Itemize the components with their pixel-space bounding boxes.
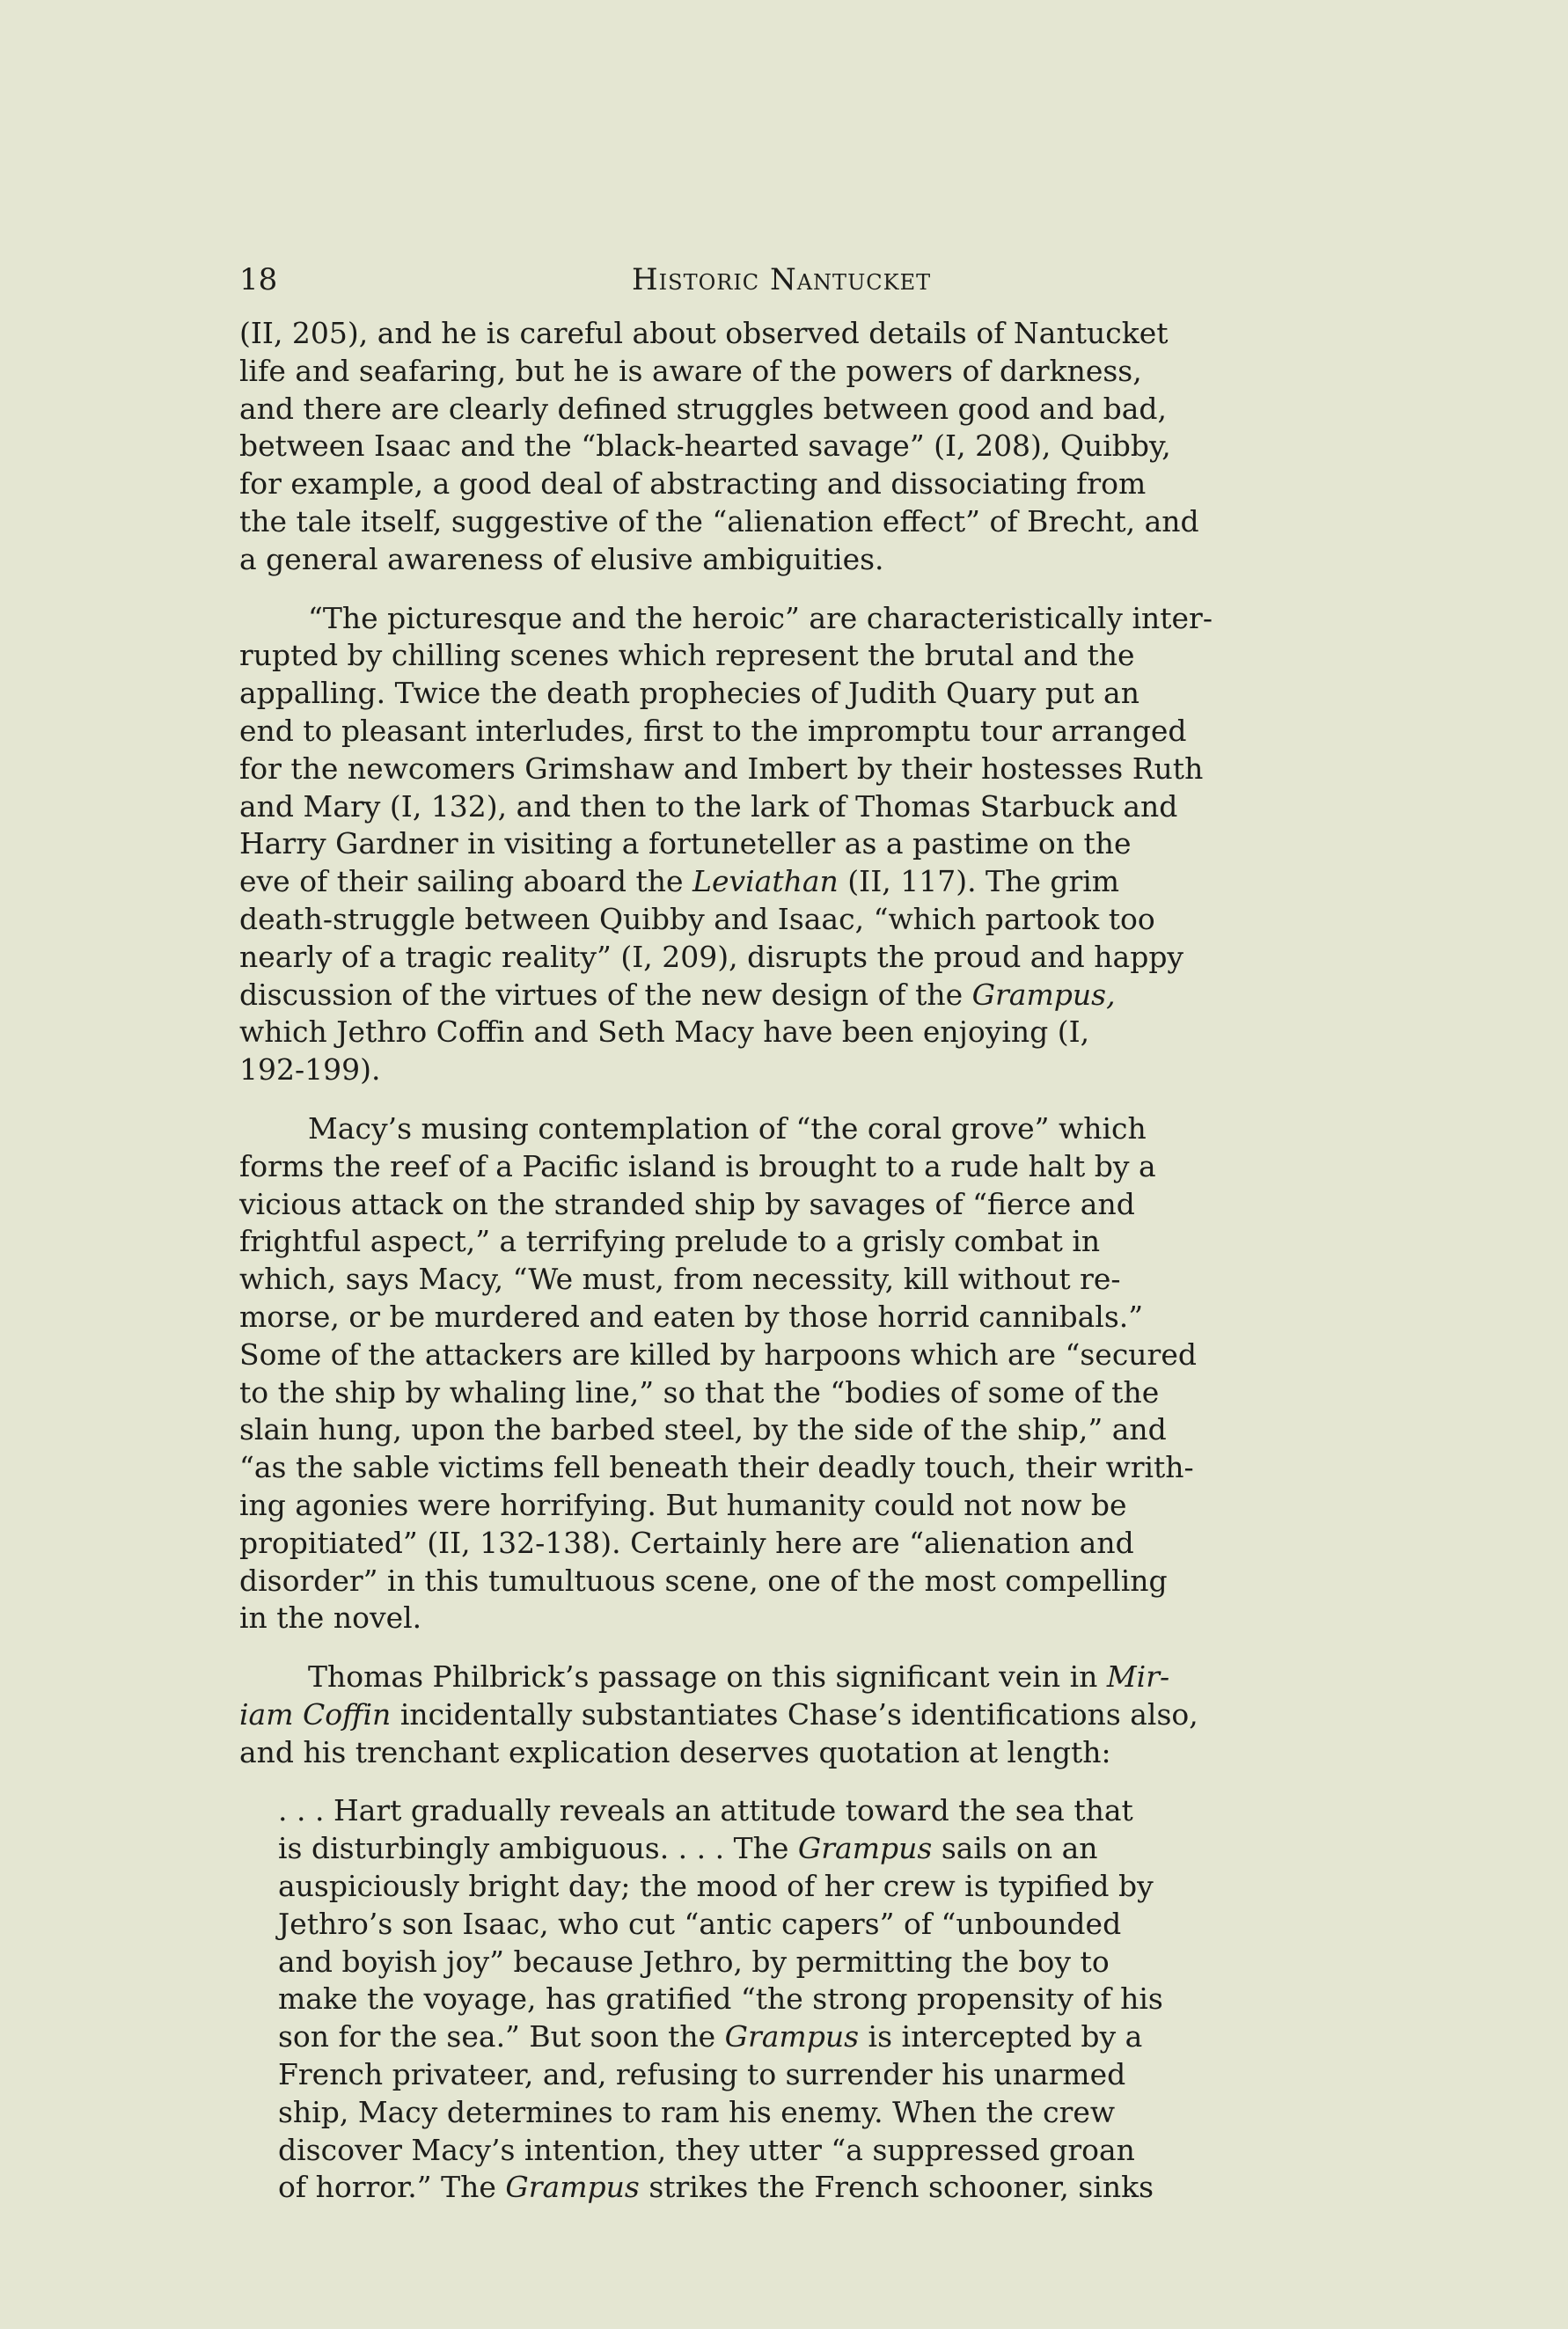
text-run: (II, 117). The grim bbox=[838, 864, 1120, 899]
text-line: appalling. Twice the death prophecies of Judith Quary put an bbox=[239, 676, 1139, 711]
text-line: Some of the attackers are killed by harpoons which are “secured bbox=[239, 1337, 1197, 1372]
text-line: frightful aspect,” a terrifying prelude to a grisly combat in bbox=[239, 1224, 1101, 1259]
paragraph-3 bbox=[239, 1110, 1399, 1637]
paragraph-2 bbox=[239, 600, 1399, 1089]
italic-title: Grampus bbox=[724, 2019, 860, 2054]
text-line: death-struggle between Quibby and Isaac, “which partook too bbox=[239, 901, 1155, 936]
text-line: for example, a good deal of abstracting and dissociating from bbox=[239, 466, 1147, 502]
text-run: sails on an bbox=[932, 1831, 1098, 1866]
text-line bbox=[239, 1659, 1399, 1696]
text-line: “as the sable victims fell beneath their deadly touch, their writh- bbox=[239, 1450, 1194, 1485]
text-line: forms the reef of a Pacific island is brought to a rude halt by a bbox=[239, 1148, 1156, 1183]
text-line bbox=[278, 1830, 1399, 1868]
text-line: discover Macy’s intention, they utter “a suppressed groan bbox=[278, 2132, 1135, 2167]
italic-title: Mir- bbox=[1106, 1659, 1170, 1695]
text-line: which, says Macy, “We must, from necessity, kill without re- bbox=[239, 1262, 1121, 1297]
text-line: morse, or be murdered and eaten by those horrid cannibals.” bbox=[239, 1299, 1144, 1334]
text-run: son for the sea.” But soon the bbox=[278, 2019, 725, 2054]
text-run: incidentally substantiates Chase’s identifications also, bbox=[391, 1696, 1198, 1732]
text-line: nearly of a tragic reality” (I, 209), disrupts the proud and happy bbox=[239, 939, 1184, 974]
text-line: ing agonies were horrifying. But humanity could not now be bbox=[239, 1487, 1127, 1522]
text-line: for the newcomers Grimshaw and Imbert by their hostesses Ruth bbox=[239, 751, 1204, 786]
text-line: life and seafaring, but he is aware of the powers of darkness, bbox=[239, 353, 1142, 388]
text-line: French privateer, and, refusing to surrender his unarmed bbox=[278, 2057, 1126, 2092]
text-line: slain hung, upon the barbed steel, by the side of the ship,” and bbox=[239, 1412, 1167, 1447]
text-line: propitiated” (II, 132-138). Certainly here are “alienation and bbox=[239, 1525, 1134, 1560]
text-line: vicious attack on the stranded ship by savages of “fierce and bbox=[239, 1186, 1135, 1221]
italic-title: Grampus bbox=[797, 1831, 933, 1866]
text-line: disorder” in this tumultuous scene, one of the most compelling bbox=[239, 1563, 1168, 1598]
text-line: Macy’s musing contemplation of “the coral grove” which bbox=[308, 1110, 1147, 1146]
text-line: Harry Gardner in visiting a fortuneteller as a pastime on the bbox=[239, 826, 1132, 861]
text-line: and Mary (I, 132), and then to the lark of Thomas Starbuck and bbox=[239, 788, 1178, 824]
text-line: Jethro’s son Isaac, who cut “antic capers” of “unbounded bbox=[278, 1906, 1122, 1941]
paragraph-1 bbox=[239, 315, 1399, 579]
text-line: between Isaac and the “black-hearted savage” (I, 208), Quibby, bbox=[239, 428, 1171, 464]
text-line: make the voyage, has gratified “the strong propensity of his bbox=[278, 1981, 1163, 2017]
text-line: auspiciously bright day; the mood of her crew is typified by bbox=[278, 1869, 1154, 1904]
text-line: in the novel. bbox=[239, 1600, 422, 1636]
text-run: eve of their sailing aboard the bbox=[239, 864, 693, 899]
text-line: (II, 205), and he is careful about observed details of Nantucket bbox=[239, 316, 1169, 350]
text-line: which Jethro Coffin and Seth Macy have been enjoying (I, bbox=[239, 1014, 1090, 1050]
text-run: strikes the French schooner, sinks bbox=[639, 2170, 1154, 2205]
italic-title: Leviathan bbox=[692, 864, 839, 899]
text-line bbox=[239, 863, 1399, 901]
running-head: Historic Nantucket bbox=[632, 262, 932, 297]
text-run: is disturbingly ambiguous. . . . The bbox=[278, 1831, 798, 1866]
text-line: and there are clearly defined struggles between good and bad, bbox=[239, 391, 1167, 426]
text-line bbox=[239, 977, 1399, 1014]
text-line: rupted by chilling scenes which represent the brutal and the bbox=[239, 638, 1135, 673]
text-run: discussion of the virtues of the new design of the bbox=[239, 977, 972, 1012]
paragraph-4 bbox=[239, 1659, 1399, 1771]
text-line: to the ship by whaling line,” so that the “bodies of some of the bbox=[239, 1374, 1160, 1410]
italic-title: Grampus, bbox=[971, 977, 1116, 1012]
italic-title: Grampus bbox=[505, 2170, 640, 2205]
text-line: “The picturesque and the heroic” are characteristically inter- bbox=[308, 600, 1213, 635]
text-line bbox=[278, 2169, 1399, 2207]
text-run: of horror.” The bbox=[278, 2170, 506, 2205]
text-line: ship, Macy determines to ram his enemy. When the crew bbox=[278, 2094, 1116, 2129]
text-line: end to pleasant interludes, first to the impromptu tour arranged bbox=[239, 713, 1187, 748]
text-run: Thomas Philbrick’s passage on this significant vein in bbox=[308, 1659, 1107, 1695]
block-quote bbox=[278, 1792, 1399, 2207]
page-number: 18 bbox=[239, 262, 278, 297]
body-text bbox=[239, 315, 1399, 2207]
page-header bbox=[239, 260, 1399, 299]
text-run: is intercepted by a bbox=[859, 2019, 1143, 2054]
text-line: the tale itself, suggestive of the “alienation effect” of Brecht, and bbox=[239, 503, 1199, 538]
text-line: . . . Hart gradually reveals an attitude toward the sea that bbox=[278, 1793, 1133, 1828]
text-line: a general awareness of elusive ambiguities. bbox=[239, 541, 884, 576]
text-line: and boyish joy” because Jethro, by permitting the boy to bbox=[278, 1944, 1110, 1979]
text-line: 192-199). bbox=[239, 1052, 381, 1088]
italic-title: iam Coffin bbox=[239, 1696, 392, 1732]
text-line: and his trenchant explication deserves quotation at length: bbox=[239, 1734, 1111, 1769]
text-line bbox=[239, 1696, 1399, 1734]
text-line bbox=[278, 2018, 1399, 2056]
